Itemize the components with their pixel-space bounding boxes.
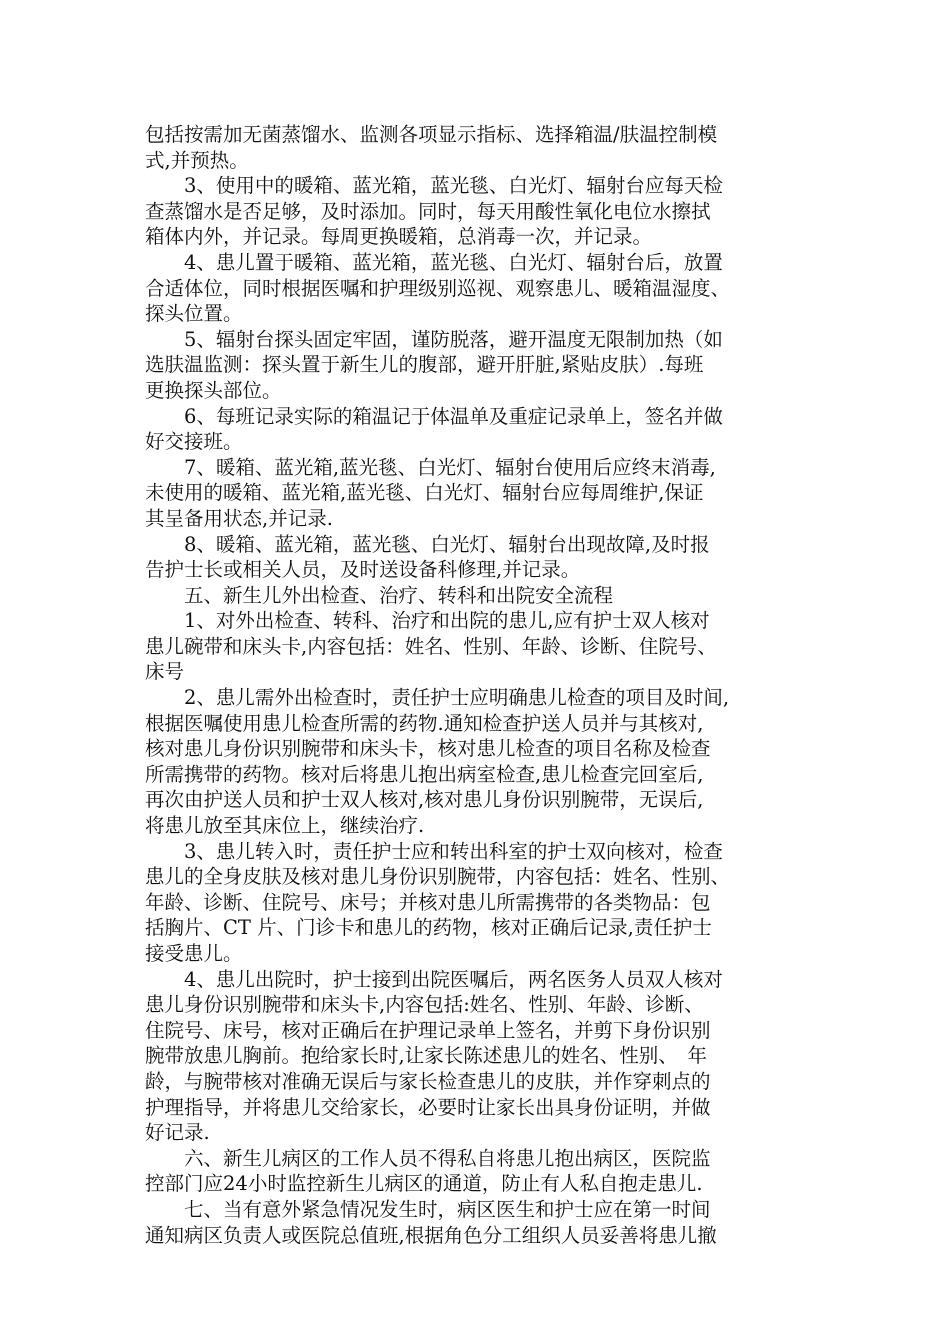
text-line: 式,并预热。 <box>145 148 249 172</box>
paragraph-s5-item-4 <box>145 967 815 1146</box>
text-line: 4、患儿出院时，护士接到出院医嘱后，两名医务人员双人核对 <box>145 967 723 991</box>
text-line: 住院号、床号，核对正确后在护理记录单上签名，并剪下身份识别 <box>145 1018 711 1042</box>
text-line: 包括按需加无菌蒸馏水、监测各项显示指标、选择箱温/肤温控制模 <box>145 123 718 146</box>
text-line: 通知病区负责人或医院总值班,根据角色分工组织人员妥善将患儿撤 <box>145 1223 717 1247</box>
paragraph-s5-item-1 <box>145 608 815 685</box>
paragraph-item-7 <box>145 455 815 532</box>
text-line: 床号 <box>145 660 185 684</box>
text-line: 控部门应24小时监控新生儿病区的通道，防止有人私自抱走患儿. <box>145 1172 703 1196</box>
text-line: 龄，与腕带核对准确无误后与家长检查患儿的皮肤，并作穿刺点的 <box>145 1069 711 1093</box>
text-line: 将患儿放至其床位上，继续治疗. <box>145 814 425 838</box>
paragraph-item-3 <box>145 173 815 250</box>
text-line: 好交接班。 <box>145 430 243 454</box>
text-line: 七、当有意外紧急情况发生时，病区医生和护士应在第一时间 <box>145 1197 711 1221</box>
text-line: 护理指导，并将患儿交给家长，必要时让家长出具身份证明，并做 <box>145 1095 711 1119</box>
text-line: 六、新生儿病区的工作人员不得私自将患儿抱出病区，医院监 <box>145 1146 711 1170</box>
text-line: 其呈备用状态,并记录. <box>145 506 333 530</box>
text-line: 5、辐射台探头固定牢固，谨防脱落，避开温度无限制加热（如 <box>145 327 723 351</box>
text-line: 8、暖箱、蓝光箱，蓝光毯、白光灯、辐射台出现故障,及时报 <box>145 532 710 556</box>
text-line: 患儿的全身皮肤及核对患儿身份识别腕带，内容包括：姓名、性别、 <box>145 865 731 889</box>
text-line: 4、患儿置于暖箱、蓝光箱，蓝光毯、白光灯、辐射台后，放置 <box>145 250 723 274</box>
text-line: 查蒸馏水是否足够，及时添加。同时，每天用酸性氧化电位水擦拭 <box>145 199 711 223</box>
text-line: 3、使用中的暖箱、蓝光箱，蓝光毯、白光灯、辐射台应每天检 <box>145 174 723 198</box>
text-line: 腕带放患儿胸前。抱给家长时,让家长陈述患儿的姓名、性别、 年 <box>145 1044 707 1068</box>
paragraph-section-7 <box>145 1197 815 1248</box>
paragraph-section-5 <box>145 583 815 609</box>
text-line: 箱体内外，并记录。每周更换暖箱，总消毒一次，并记录。 <box>145 225 653 249</box>
text-line: 选肤温监测：探头置于新生儿的腹部，避开肝脏,紧贴皮肤）.每班 <box>145 353 704 377</box>
text-line: 告护士长或相关人员，及时送设备科修理,并记录。 <box>145 558 581 582</box>
text-line: 患儿碗带和床头卡,内容包括：姓名、性别、年龄、诊断、住院号、 <box>145 634 717 658</box>
text-line: 所需携带的药物。核对后将患儿抱出病室检查,患儿检查完回室后, <box>145 762 704 786</box>
text-line: 未使用的暖箱、蓝光箱,蓝光毯、白光灯、辐射台应每周维护,保证 <box>145 481 704 505</box>
text-line: 1、对外出检查、转科、治疗和出院的患儿,应有护士双人核对 <box>145 609 710 633</box>
paragraph-s5-item-2 <box>145 685 815 839</box>
text-line: 探头位置。 <box>145 302 243 326</box>
text-line: 好记录. <box>145 1121 210 1145</box>
text-line: 再次由护送人员和护士双人核对,核对患儿身份识别腕带，无误后, <box>145 788 704 812</box>
text-line: 接受患儿。 <box>145 942 243 965</box>
paragraph-item-8 <box>145 532 815 583</box>
paragraph-section-6 <box>145 1146 815 1197</box>
text-line: 更换探头部位。 <box>145 378 282 402</box>
text-line: 6、每班记录实际的箱温记于体温单及重症记录单上，签名并做 <box>145 404 723 428</box>
paragraph-item-4 <box>145 250 815 327</box>
text-line: 括胸片、CT 片、门诊卡和患儿的药物，核对正确后记录,责任护士 <box>145 916 712 940</box>
text-line: 年龄、诊断、住院号、床号；并核对患儿所需携带的各类物品：包 <box>145 890 711 914</box>
text-line: 2、患儿需外出检查时，责任护士应明确患儿检查的项目及时间, <box>145 686 730 710</box>
text-line: 患儿身份识别腕带和床头卡,内容包括:姓名、性别、年龄、诊断、 <box>145 993 704 1017</box>
text-line: 核对患儿身份识别腕带和床头卡，核对患儿检查的项目名称及检查 <box>145 737 711 761</box>
text-line: 3、患儿转入时，责任护士应和转出科室的护士双向核对，检查 <box>145 839 723 863</box>
text-line: 根据医嘱使用患儿检查所需的药物.通知检查护送人员并与其核对, <box>145 711 704 735</box>
document-body <box>145 122 815 1248</box>
paragraph-item-6 <box>145 404 815 455</box>
paragraph-item-5 <box>145 327 815 404</box>
text-line: 7、暖箱、蓝光箱,蓝光毯、白光灯、辐射台使用后应终末消毒, <box>145 455 716 479</box>
paragraph-continued <box>145 122 815 173</box>
text-line: 合适体位，同时根据医嘱和护理级别巡视、观察患儿、暖箱温湿度、 <box>145 276 731 300</box>
text-line: 五、新生儿外出检查、治疗、转科和出院安全流程 <box>145 583 614 607</box>
paragraph-s5-item-3 <box>145 839 815 967</box>
